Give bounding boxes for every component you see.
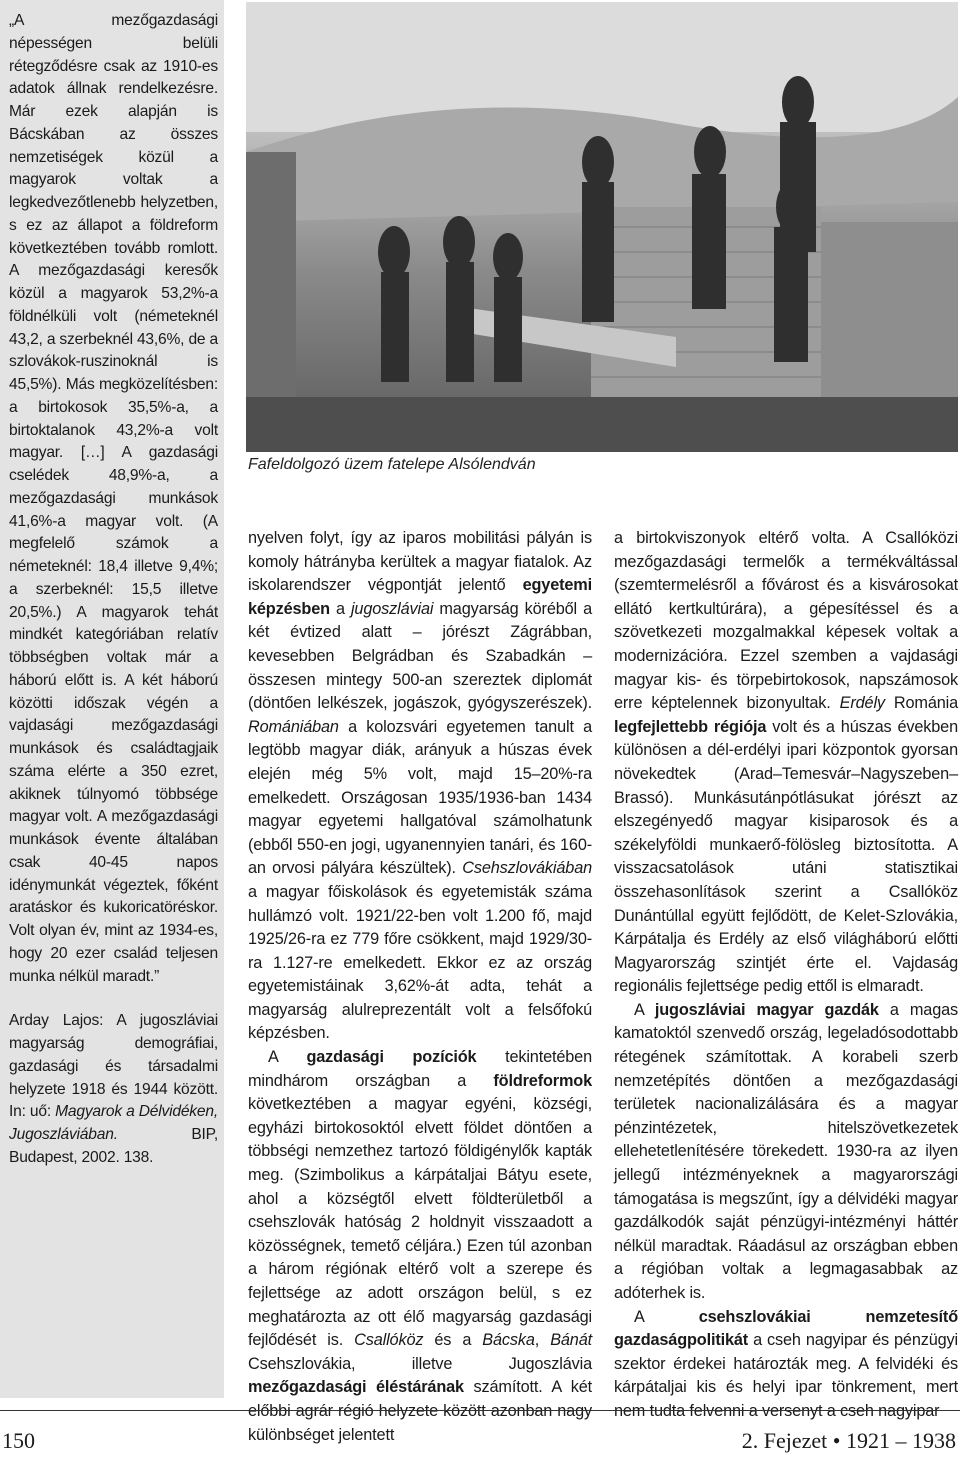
footer-rule (0, 1410, 960, 1411)
col1-paragraph-1: nyelven folyt, így az iparos mobilitási pályán is komoly hátrányba kerültek a magyar fiatalok. Az iskolarendszer végpontját jelentő egyetemi képzésben a jugoszláviai magyarság köréből a két évtized alatt – jórészt Zágrábban, kevesebben Belgrádban és Szabadkán – összesen mintegy 500-an szereztek diplomát (döntően lelkészek, jogászok, gyógyszerészek). Romániában a kolozsvári egyetemen tanult a legtöbb magyar diák, arányuk a húszas évek elején még 5% volt, majd 15–20%-ra emelkedett. Országosan 1935/1936-ban 1434 magyar egyetemi hallgatóval számolhatunk (ebből 550-en jogi, ugyanennyien tanári, és 160-an orvosi pályára készültek). Csehszlovákiában a magyar főiskolások és egyetemisták száma hullámzó volt. 1921/22-ben volt 1.200 fő, majd 1925/26-ra ez 779 főre csökkent, majd 1929/30-ra 1.127-re emelkedett. Ekkor ez az ország egyetemistáinak 3,62%-át adta, tehát a magyarság alulreprezentált volt a felsőfokú képzésben. (248, 529, 592, 1043)
sidebar-text (9, 10, 218, 1170)
page-number: 150 (2, 1428, 35, 1453)
quote-sidebar (0, 0, 224, 1398)
col1-paragraph-2: A gazdasági pozíciók tekintetében mindhárom országban a földreformok következtében a magyar egyéni, községi, egyházi birtokosoktól elvett földet döntően a többségi nemzethez tartozó földigénylők kapták meg. (Szimbolikus a kárpátaljai Bátyu esete, ahol a községtől elvett földterületből a csehszlovák hatóság 2 holdnyit visszaadott a közösségnek, temető céljára.) Ezen túl azonban a három régiónak eltérő volt a szerepe és fejlettsége az adott országon belül, s ez meghatározta az ott élő magyarság gazdasági fejlődését is. Csallóköz és a Bácska, Bánát Csehszlovákia, illetve Jugoszlávia mezőgazdasági éléstárának számított. A két előbbi agrár régió helyzete között azonban nagy különbséget jelentett (248, 1048, 592, 1444)
sawmill-photo (246, 2, 958, 452)
col2-paragraph-3: A csehszlovákiai nemzetesítő gazdaságpolitikát a cseh nagyipar és pénzügyi szektor érdekei határozták meg. A felvidéki és kárpátaljai kis és helyi ipar tönkrement, mert nem tudta felvenni a versenyt a cseh nagyipar (614, 1307, 959, 1420)
col2-paragraph-2: A jugoszláviai magyar gazdák a magas kamatoktól szenvedő ország, legeladósodottabb rétegének számítottak. A korabeli szerb nemzetépítés döntően a mezőgazdasági területek nacionalizálására és a magyar pénzintézetek, hitelszövetkezetek ellehetetlenítésére törekedett. 1930-ra az ilyen jellegű intézményeknek a magyarországi támogatása is megszűnt, így a délvidéki magyar gazdálkodók saját pénzügyi-intézményi háttér nélkül maradtak. Ráadásul az országban ebben a régióban voltak a legmagasabbak az adóterhek is. (614, 1000, 959, 1302)
col2-paragraph-1: a birtokviszonyok eltérő volta. A Csallóközi mezőgazdasági termelők a termékváltással (szemtermelésről a fővárost és a kisvárosokat ellátó kertkultúrára), a gépesítéssel és a szövetkezeti mozgalmakkal képesek voltak a modernizációra. Ezzel szemben a vajdasági magyar kis- és törpebirtokosok, napszámosok erre képtelennek bizonyultak. Erdély Románia legfejlettebb régiója volt és a húszas években különösen a dél-erdélyi ipari központok gyorsan növekedtek (Arad–Temesvár–Nagyszeben–Brassó). Munkásutánpótlásukat jórészt az elszegényedő magyar kisiparosok és a székelyföldi munkaerő-fölösleg biztosította. A visszacsatolások utáni statisztikai összehasonlítások szerint a Csallóköz Dunántúllal együtt fejlődött, de Kelet-Szlovákia, Kárpátalja és Erdély az első világháború előtti Magyarország szintjét érte el. Vajdaság regionális fejlettsége pedig ettől is elmaradt. (614, 529, 958, 996)
photo-caption: Fafeldolgozó üzem fatelepe Alsólendván (248, 456, 536, 473)
sidebar-reference: Arday Lajos: A jugoszláviai magyarság demográfiai, gazdasági és társadalmi helyzete 1918 és 1944 között. In: uő: Magyarok a Délvidéken, Jugoszláviában. BIP, Budapest, 2002. 138. (9, 1012, 218, 1166)
photo-illustration (246, 2, 958, 452)
body-column-1 (248, 527, 592, 1447)
sidebar-quote: „A mezőgazdasági népességen belüli rétegződésre csak az 1910-es adatok állnak rendelkezésre. Már ezek alapján is Bácskában az összes nemzetiségek közül a magyarok voltak a legkedvezőtlenebb helyzetben, s ez az állapot a földreform következtében tovább romlott. A mezőgazdasági keresők közül a magyarok 53,2%-a földnélküli volt (németeknél 43,2, a szerbeknél 43,6%, de a szlovákok-ruszinoknál is 45,5%). Más megközelítésben: a birtokosok 35,5%-a, a birtoktalanok 43,2%-a volt magyar. […] A gazdasági cselédek 48,9%-a, a mezőgazdasági munkások 41,6%-a magyar volt. (A megfelelő számok a németeknél: 18,4 illetve 9,4%; a szerbeknél: 15,5 illetve 20,5%.) A magyarok tehát mindkét kategóriában relatív többségben voltak már a háború előtt is. A két háború közötti időszak végén a vajdasági mezőgazdasági munkások és családtagjaik száma elérte a 350 ezret, akiknek túlnyomó többsége magyar volt. A mezőgazdasági munkások évente általában csak 40-45 napos idénymunkát végeztek, főként aratáskor és kukoricatöréskor. Volt olyan év, mint az 1934-es, hogy 20 ezer család teljesen munka nélkül maradt.” (9, 12, 218, 985)
chapter-label: 2. Fejezet • 1921 – 1938 (741, 1428, 956, 1453)
body-column-2 (614, 527, 958, 1424)
